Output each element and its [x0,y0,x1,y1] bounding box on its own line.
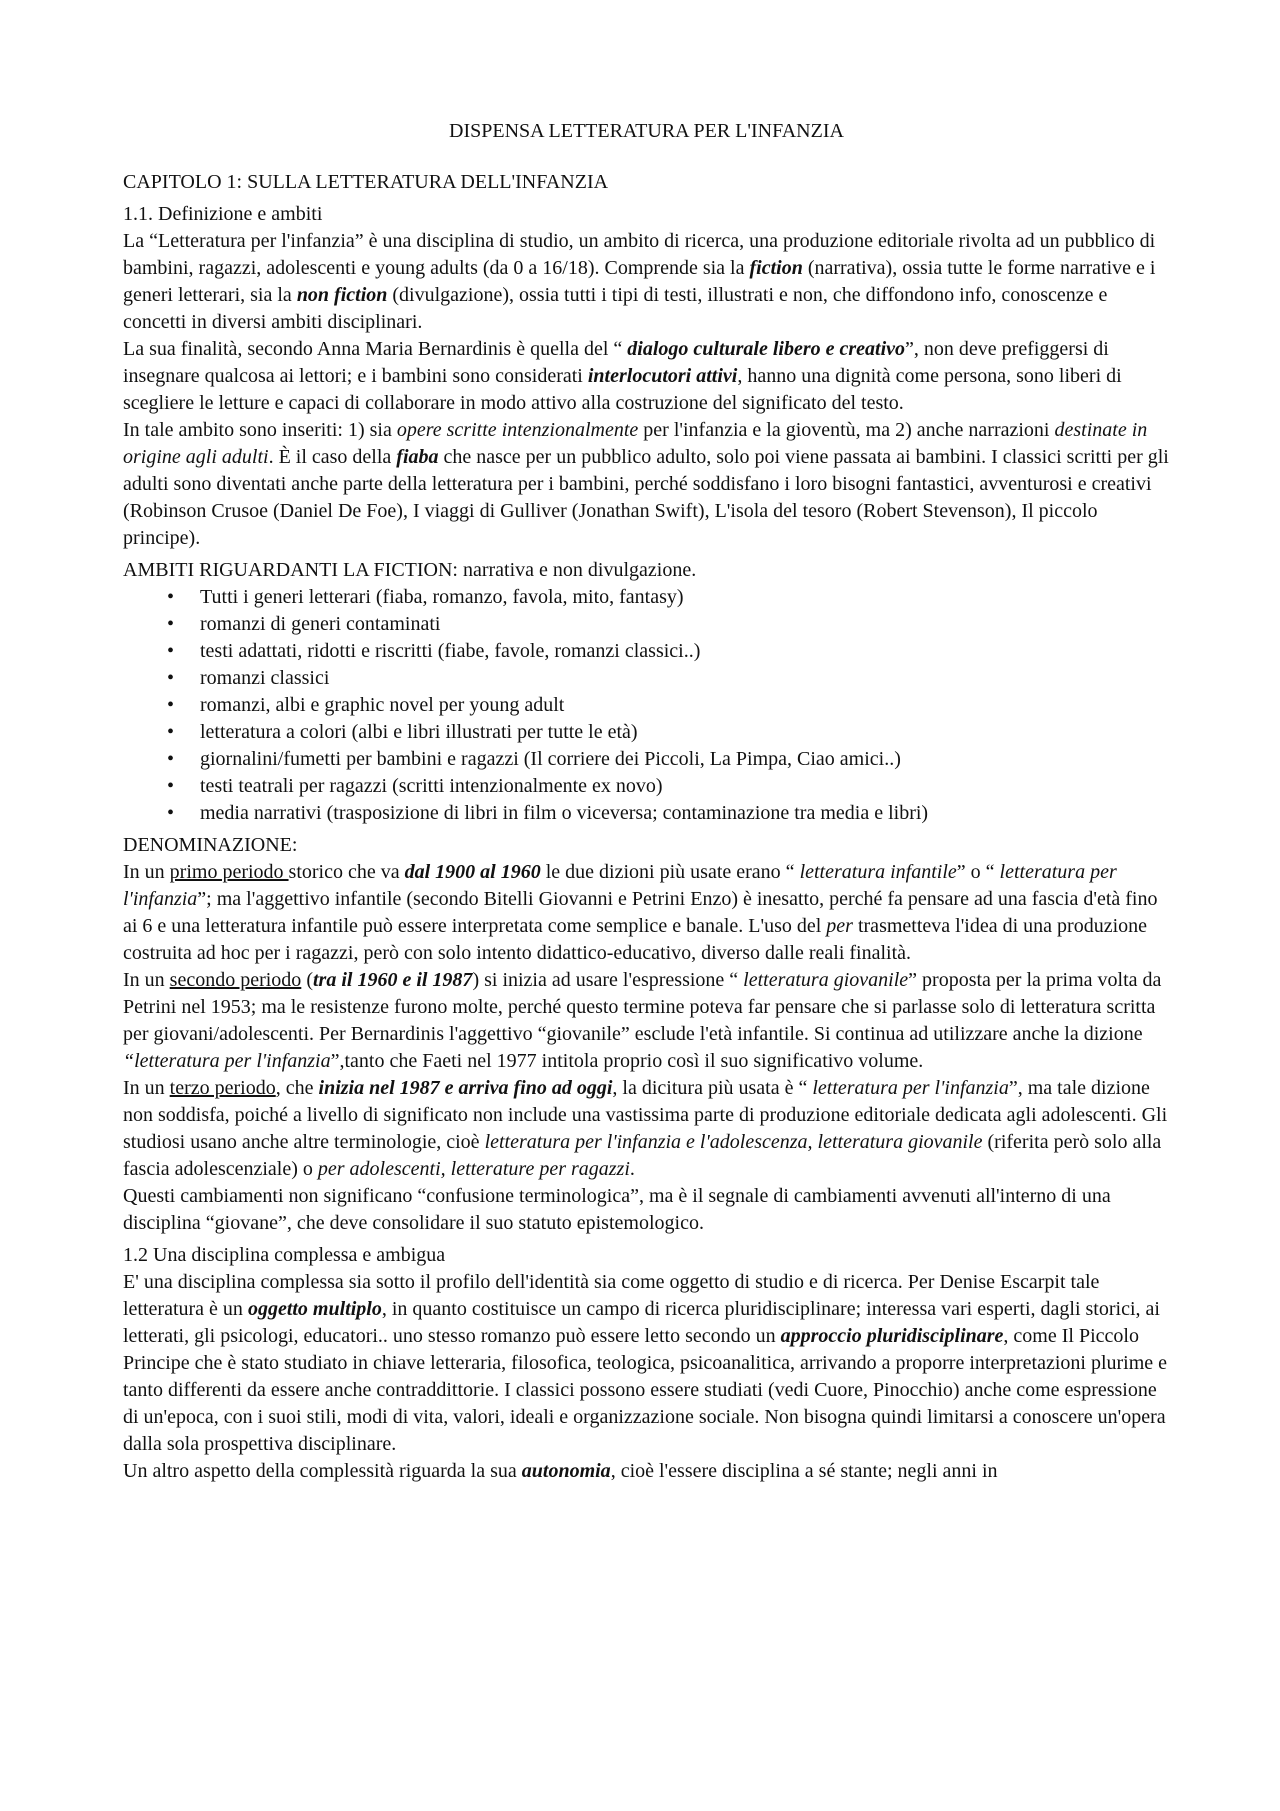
emphasis-fiaba: fiaba [396,446,439,468]
italic-run: letteratura per l'infanzia [123,861,1117,910]
text-run: ”,tanto che Faeti nel 1977 intitola proprio così il suo significativo volume. [330,1050,924,1072]
list-item: • romanzi, albi e graphic novel per young adult [167,692,1170,719]
emphasis-oggetto-multiplo: oggetto multiplo [247,1298,382,1320]
text-run: . È il caso della [268,446,397,468]
text-run: (narrativa), ossia tutte le forme narrative e i generi letterari, sia la [123,257,1156,306]
ambiti-heading: AMBITI RIGUARDANTI LA FICTION: narrativa e non divulgazione. [123,559,697,581]
text-run: In tale ambito sono inseriti: 1) sia [123,419,397,441]
text-run: trasmetteva l'idea di una produzione costruita ad hoc per i ragazzi, però con solo intento didattico-educativo, diverso dalle reali finalità. [123,915,1148,964]
emphasis-date-range: tra il 1960 e il 1987 [312,969,473,991]
emphasis-non-fiction: non fiction [296,284,388,306]
emphasis-interlocutori: interlocutori attivi [587,365,738,387]
text-run: che nasce per un pubblico adulto, solo poi viene passata ai bambini. I classici scritti per gli adulti sono diventati anche parte della letteratura per i bambini, perché soddisfano i loro bisogni fantastici, avventurosi e creativi (Robinson Crusoe (Daniel De Foe), I viaggi di Gulliver (Jonathan Swift), L'isola del tesoro (Robert Stevenson), Il piccolo principe). [123,446,1169,549]
text-run: (divulgazione), ossia tutti i tipi di testi, illustrati e non, che diffondono info, conoscenze e concetti in diversi ambiti disciplinari. [123,284,1108,333]
text-run: ”, non deve prefiggersi di insegnare qualcosa ai lettori; e i bambini sono considerati [123,338,1109,387]
text-run: (riferita però solo alla fascia adolescenziale) o [123,1131,1162,1180]
paragraph-secondo-periodo [123,967,1170,1075]
text-run: ” proposta per la prima volta da Petrini nel 1953; ma le resistenze furono molte, perché questo termine poteva far pensare che si parlasse solo di letteratura scritta per giovani/adolescenti. Per Bernardinis l'aggettivo “giovanile” esclude l'età infantile. Si continua ad utilizzare anche la dizione [123,969,1162,1045]
chapter-heading: CAPITOLO 1: SULLA LETTERATURA DELL'INFANZIA [123,171,609,193]
emphasis-date-range: dal 1900 al 1960 [404,861,541,883]
paragraph-finalita [123,336,1170,417]
paragraph-terzo-periodo [123,1075,1170,1183]
list-item: • Tutti i generi letterari (fiaba, romanzo, favola, mito, fantasy) [167,584,1170,611]
text-run: In un [123,1077,170,1099]
emphasis-dialogo: dialogo culturale libero e creativo [627,338,906,360]
text-run: ”, ma tale dizione non soddisfa, poiché a livello di significato non include una vastissima parte di produzione editoriale dedicata agli adolescenti. Gli studiosi usano anche altre terminologie, cioè [123,1077,1168,1153]
text-run: ”; ma l'aggettivo infantile (secondo Bitelli Giovanni e Petrini Enzo) è inesatto, perché fa pensare ad una fascia d'età fino ai 6 e una letteratura infantile può essere interpretata come semplice e banale. L'uso del [123,888,1158,937]
text-run: , come Il Piccolo Principe che è stato studiato in chiave letteraria, filosofica, teologica, psicoanalitica, arrivando a proporre interpretazioni plurime e tanto differenti da essere anche contraddittorie. I classici possono essere studiati (vedi Cuore, Pinocchio) anche come espressione di un'epoca, con i suoi stili, modi di vita, valori, ideali e organizzazione sociale. Non bisogna quindi limitarsi a conoscere un'opera dalla sola prospettiva disciplinare. [123,1325,1168,1455]
italic-run: “letteratura per l'infanzia [123,1050,331,1072]
text-run: , in quanto costituisce un campo di ricerca pluridisciplinare; interessa vari esperti, dagli storici, ai letterati, gli psicologi, educatori.. uno stesso romanzo può essere letto secondo un [123,1298,1160,1347]
emphasis-fiction: fiction [749,257,803,279]
text-run: La “Letteratura per l'infanzia” è una disciplina di studio, un ambito di ricerca, una produzione editoriale rivolta ad un pubblico di bambini, ragazzi, adolescenti e young adults (da 0 a 16/18). Comprende sia la [123,230,1156,279]
emphasis-approccio: approccio pluridisciplinare [780,1325,1004,1347]
paragraph-primo-periodo [123,859,1170,967]
text-run: In un [123,861,170,883]
paragraph-definizione [123,228,1170,336]
underlined-run: terzo periodo [169,1077,276,1099]
italic-run: letteratura giovanile [743,969,909,991]
denominazione-heading: DENOMINAZIONE: [123,834,298,856]
text-run: Un altro aspetto della complessità riguarda la sua [123,1460,522,1482]
list-item: • media narrativi (trasposizione di libri in film o viceversa; contaminazione tra media e libri) [167,800,1170,827]
list-item: • giornalini/fumetti per bambini e ragazzi (Il corriere dei Piccoli, La Pimpa, Ciao amici..) [167,746,1170,773]
italic-run: per [826,915,853,937]
text-run: In un [123,969,170,991]
italic-run: opere scritte intenzionalmente [396,419,639,441]
underlined-run: secondo periodo [169,969,302,991]
text-run: ” o “ [956,861,1000,883]
text-run: , che [275,1077,319,1099]
italic-run: letteratura per l'infanzia [812,1077,1009,1099]
text-run: E' una disciplina complessa sia sotto il profilo dell'identità sia come oggetto di studio e di ricerca. Per Denise Escarpit tale letteratura è un [123,1271,1100,1320]
text-run: ) si inizia ad usare l'espressione “ [472,969,744,991]
italic-run: destinate in origine agli adulti [123,419,1148,468]
text-run: storico che va [288,861,405,883]
italic-run: letteratura per l'infanzia e l'adolescenza, letteratura giovanile [484,1131,983,1153]
list-item: • letteratura a colori (albi e libri illustrati per tutte le età) [167,719,1170,746]
text-run: . [629,1158,635,1180]
emphasis-autonomia: autonomia [521,1460,611,1482]
list-item: • romanzi classici [167,665,1170,692]
italic-run: per adolescenti, letterature per ragazzi [317,1158,630,1180]
text-run: , hanno una dignità come persona, sono liberi di scegliere le letture e capaci di collaborare in modo attivo alla costruzione del significato del testo. [123,365,1122,414]
text-run: ( [301,969,313,991]
list-item: • testi adattati, ridotti e riscritti (fiabe, favole, romanzi classici..) [167,638,1170,665]
text-run: , cioè l'essere disciplina a sé stante; negli anni in [610,1460,998,1482]
section-heading-1-1: 1.1. Definizione e ambiti [123,203,323,225]
text-run: , la dicitura più usata è “ [612,1077,813,1099]
text-run: per l'infanzia e la gioventù, ma 2) anche narrazioni [638,419,1055,441]
paragraph-ambito [123,417,1170,552]
list-item: • testi teatrali per ragazzi (scritti intenzionalmente ex novo) [167,773,1170,800]
paragraph-cambiamenti: Questi cambiamenti non significano “confusione terminologica”, ma è il segnale di cambiamenti avvenuti all'interno di una disciplina “giovane”, che deve consolidare il suo statuto epistemologico. [123,1185,1111,1234]
paragraph-autonomia [123,1458,1170,1485]
paragraph-complessa [123,1269,1170,1458]
ambiti-list [123,584,1170,827]
text-run: le due dizioni più usate erano “ [540,861,800,883]
emphasis-date-range: inizia nel 1987 e arriva fino ad oggi [318,1077,613,1099]
section-heading-1-2: 1.2 Una disciplina complessa e ambigua [123,1244,446,1266]
document-title: DISPENSA LETTERATURA PER L'INFANZIA [449,120,844,142]
list-item: • romanzi di generi contaminati [167,611,1170,638]
italic-run: letteratura infantile [799,861,957,883]
text-run: La sua finalità, secondo Anna Maria Bernardinis è quella del “ [123,338,628,360]
underlined-run: primo periodo [169,861,289,883]
